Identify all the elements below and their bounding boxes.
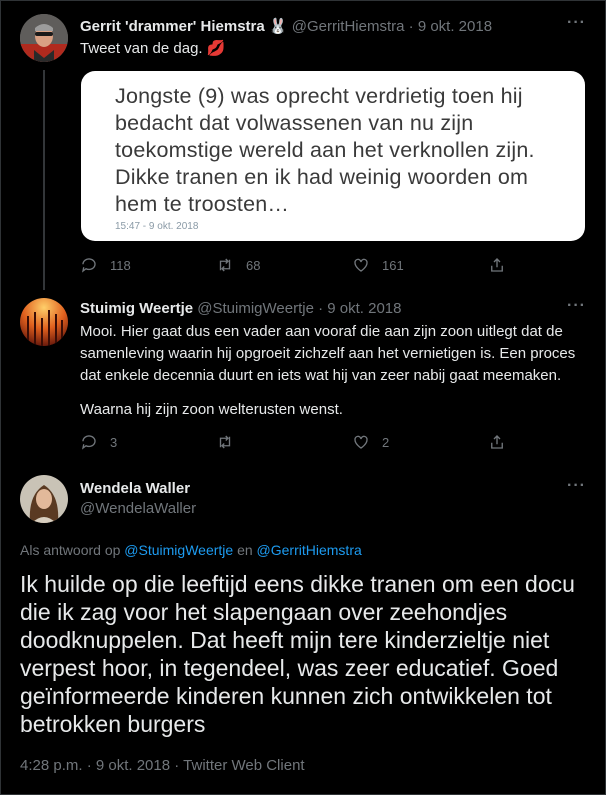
tweet2-separator: · bbox=[318, 300, 324, 317]
tweet1-retweet-button[interactable] bbox=[216, 256, 352, 274]
tweet3-more-icon[interactable]: ··· bbox=[567, 477, 586, 494]
tweet2-reply-count: 3 bbox=[110, 434, 118, 450]
tweet2-author-handle[interactable]: @StuimigWeertje bbox=[197, 300, 314, 317]
tweet2-text-second: Waarna hij zijn zoon welterusten wenst. bbox=[80, 401, 343, 418]
tweet1-header bbox=[80, 17, 492, 35]
tweet1-reply-count: 118 bbox=[110, 257, 131, 273]
tweet3-metadata[interactable]: 4:28 p.m. · 9 okt. 2018 · Twitter Web Client bbox=[20, 757, 305, 774]
tweet2-more-icon[interactable]: ··· bbox=[567, 297, 586, 314]
avatar-gerrit[interactable] bbox=[20, 14, 68, 62]
tweet1-actions bbox=[80, 256, 506, 274]
tweet2-like-count: 2 bbox=[382, 434, 390, 450]
tweet1-share-button[interactable] bbox=[488, 256, 506, 274]
tweet2-text: Mooi. Hier gaat dus een vader aan vooraf die aan zijn zoon uitlegt dat de samenleving waarin hij opgroeit zichzelf aan het vernietigen is. Een proces dat enkele decennia duurt en iets wat hij van zeer nabij gaat meemaken. bbox=[80, 323, 576, 384]
tweet2-date[interactable]: 9 okt. 2018 bbox=[327, 300, 402, 317]
reply-context-and: en bbox=[233, 542, 257, 558]
tweet1-card-text: Jongste (9) was oprecht verdrietig toen hij bedacht dat volwassenen van nu zijn toekomstige wereld aan het verknollen zijn. Dikke tranen en ik had weinig woorden om hem te troosten… bbox=[115, 84, 535, 216]
tweet1-text: Tweet van de dag. 💋 bbox=[80, 40, 226, 57]
tweet1-more-icon[interactable]: ··· bbox=[567, 14, 586, 31]
heart-icon bbox=[352, 433, 370, 451]
tweet3-author-name[interactable]: Wendela Waller bbox=[80, 480, 191, 497]
avatar-stuimig-image bbox=[20, 298, 68, 346]
tweet2-like-button[interactable] bbox=[352, 433, 488, 451]
tweet1-like-count: 161 bbox=[382, 257, 404, 273]
reply-icon bbox=[80, 433, 98, 451]
tweet2-actions bbox=[80, 433, 506, 451]
retweet-icon bbox=[216, 433, 234, 451]
tweet3-author-handle[interactable]: @WendelaWaller bbox=[80, 500, 197, 517]
tweet1-author-handle[interactable]: @GerritHiemstra bbox=[291, 18, 405, 35]
reply-context-user-stuimig[interactable]: @StuimigWeertje bbox=[124, 542, 234, 558]
share-icon bbox=[488, 433, 506, 451]
tweet2-author-name[interactable]: Stuimig Weertje bbox=[80, 300, 194, 317]
tweet3-author-name-row bbox=[80, 480, 190, 497]
avatar-stuimig[interactable] bbox=[20, 298, 68, 346]
avatar-gerrit-image bbox=[20, 14, 68, 62]
reply-context-user-gerrit[interactable]: @GerritHiemstra bbox=[256, 542, 362, 558]
reply-context-prefix: Als antwoord op bbox=[20, 542, 125, 558]
tweet1-badge-emoji: 🐰 bbox=[268, 18, 288, 35]
avatar-wendela-image bbox=[20, 475, 68, 523]
reply-icon bbox=[80, 256, 98, 274]
tweet2-header bbox=[80, 300, 402, 317]
share-icon bbox=[488, 256, 506, 274]
thread-connector bbox=[43, 70, 45, 290]
avatar-wendela[interactable] bbox=[20, 475, 68, 523]
tweet2-reply-button[interactable] bbox=[80, 433, 216, 451]
tweet1-separator: · bbox=[408, 18, 414, 35]
tweet2-share-button[interactable] bbox=[488, 433, 506, 451]
tweet1-like-button[interactable] bbox=[352, 256, 488, 274]
heart-icon bbox=[352, 256, 370, 274]
tweet1-card-timestamp: 15:47 - 9 okt. 2018 bbox=[115, 221, 199, 232]
tweet1-date[interactable]: 9 okt. 2018 bbox=[417, 18, 493, 35]
tweet2-retweet-button[interactable] bbox=[216, 433, 352, 451]
tweet1-author-name[interactable]: Gerrit 'drammer' Hiemstra bbox=[80, 18, 265, 35]
reply-context bbox=[20, 542, 362, 558]
tweet1-retweet-count: 68 bbox=[246, 257, 261, 273]
retweet-icon bbox=[216, 256, 234, 274]
tweet1-image-card[interactable] bbox=[81, 71, 585, 241]
tweet1-reply-button[interactable] bbox=[80, 256, 216, 274]
tweet3-text: Ik huilde op die leeftijd eens dikke tranen om een docu die ik zag voor het slapengaan over zeehondjes doodknuppelen. Dat heeft mijn tere kinderzieltje niet verpest hoor, in tegendeel, was zeer educatief. Goed geïnformeerde kinderen kunnen zich ontwikkelen tot betrokken burgers bbox=[20, 571, 575, 737]
